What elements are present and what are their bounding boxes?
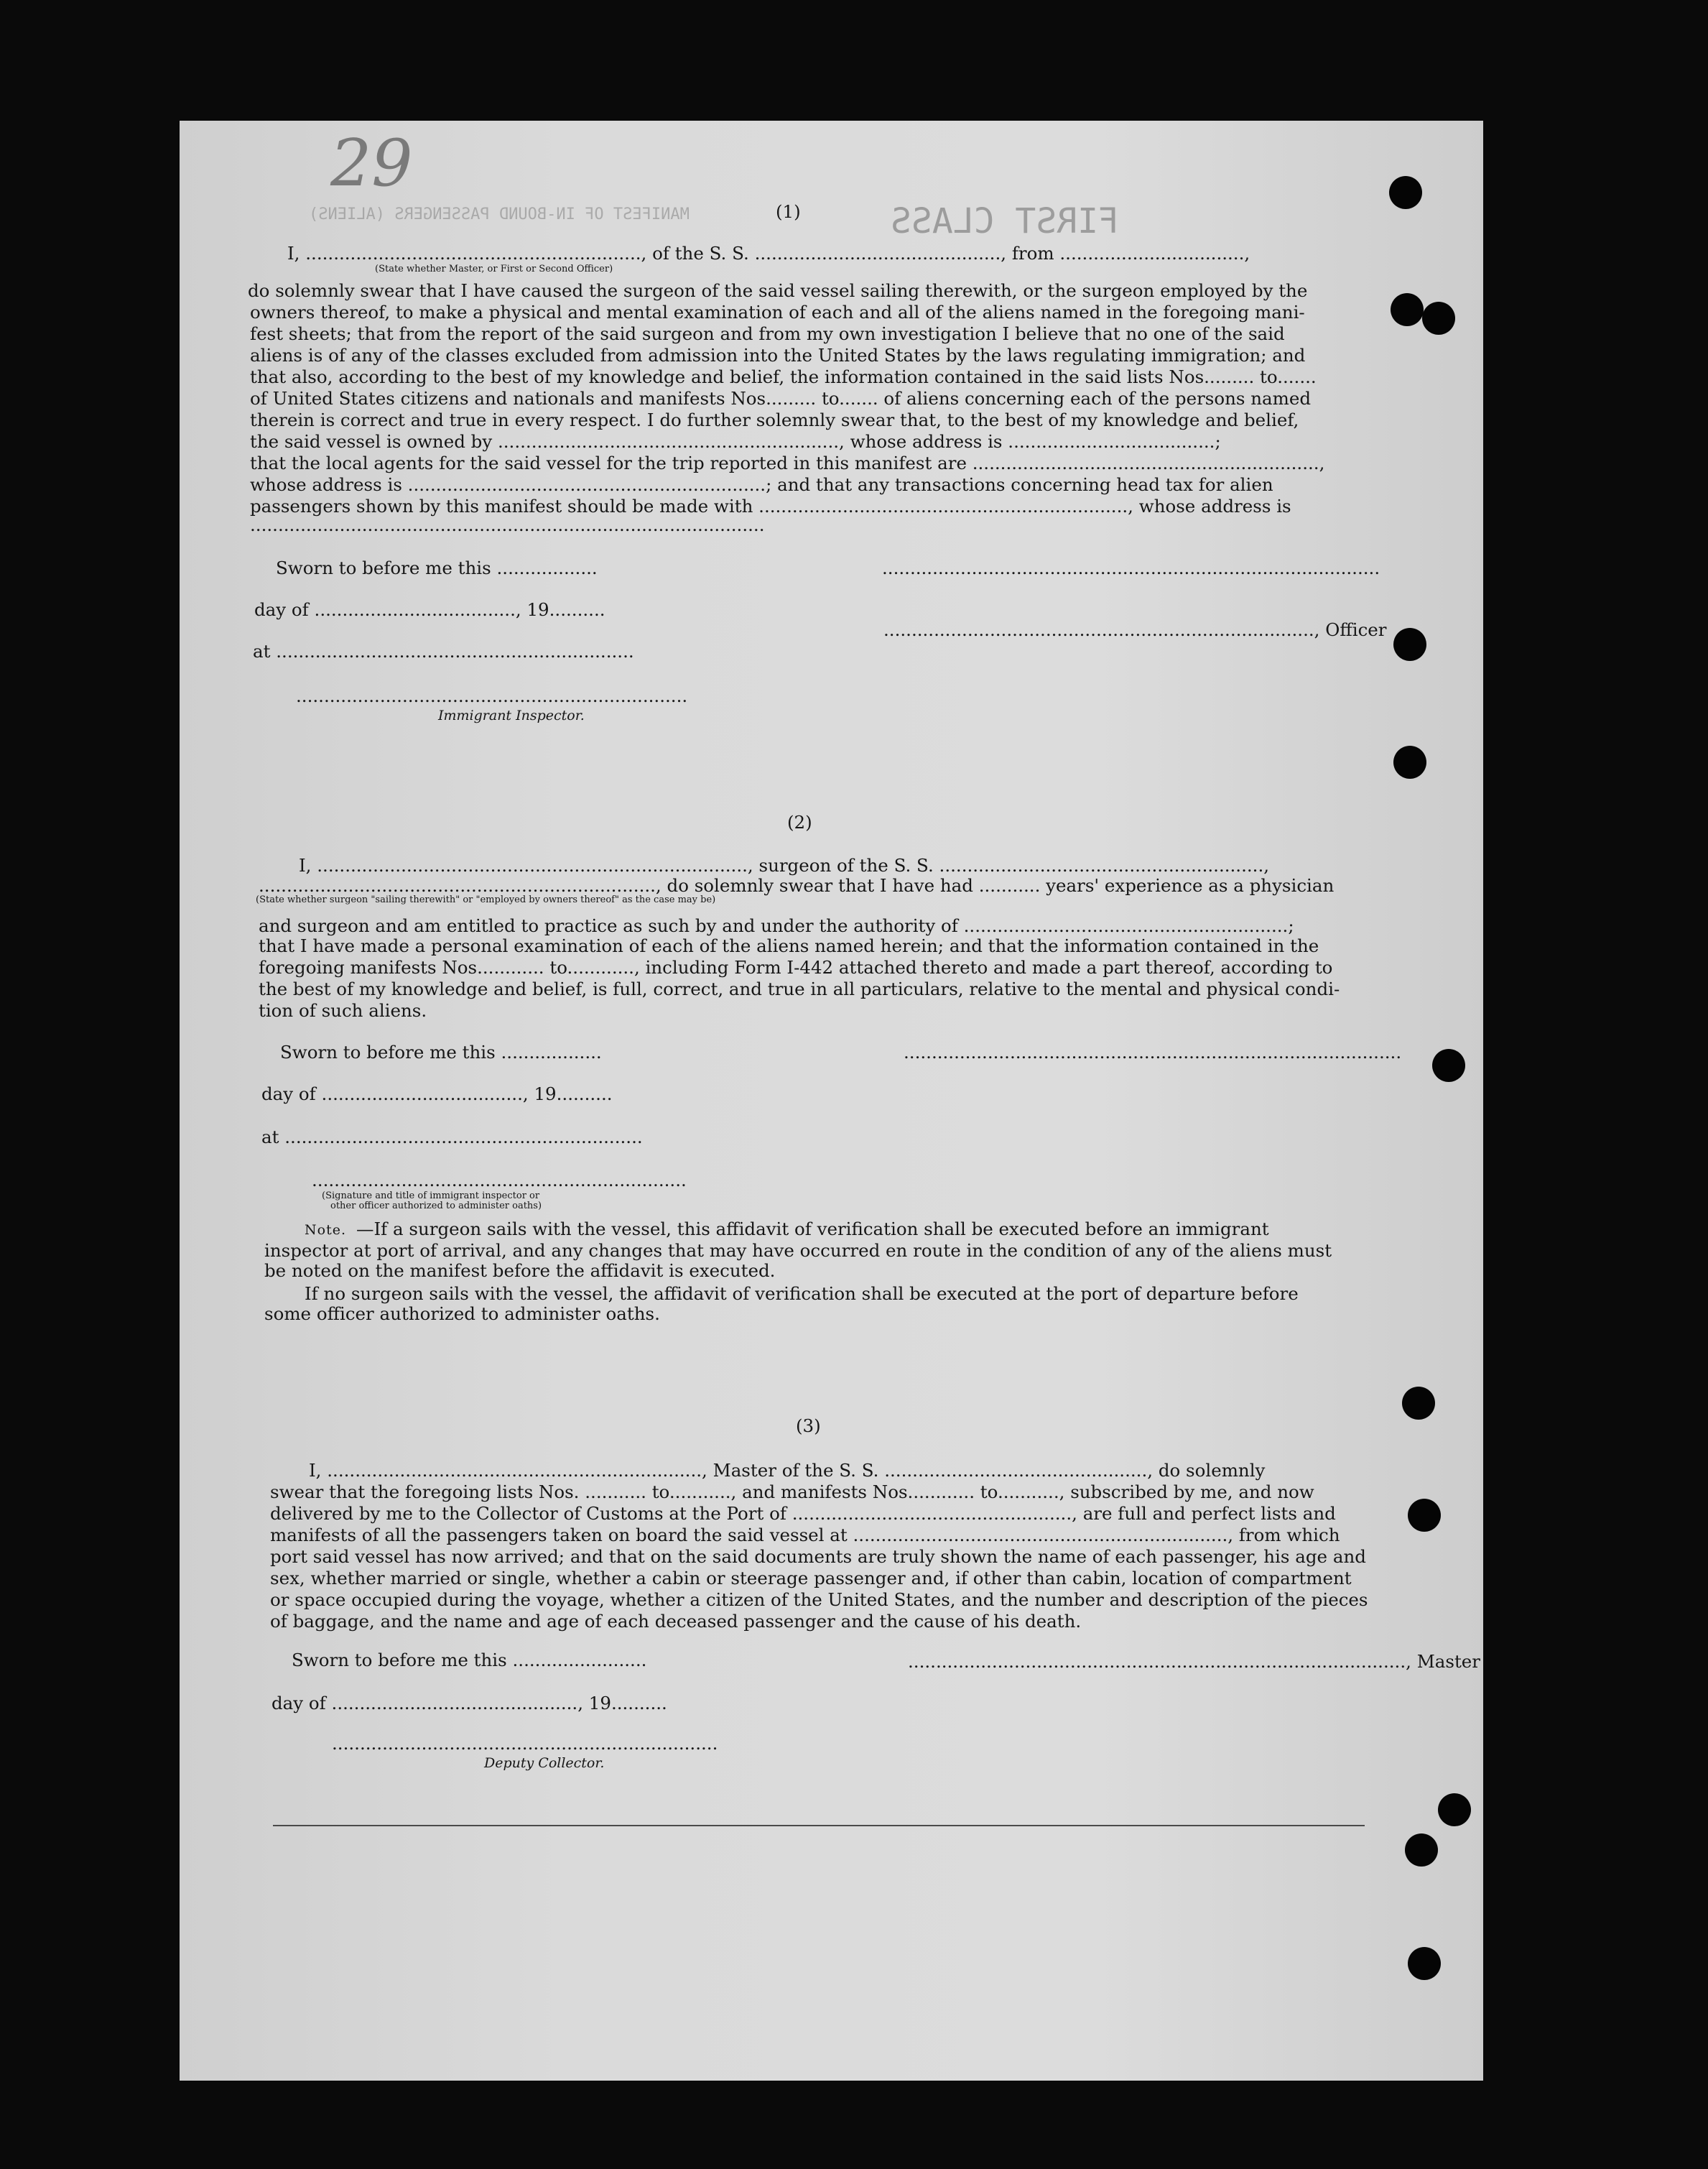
s1-p8: that the local agents for the said vessel for the trip reported in this manifest are .............................................................., [250, 453, 1325, 473]
s2-note-p0: —If a surgeon sails with the vessel, this affidavit of verification shall be executed before an immigrant [356, 1218, 1269, 1239]
s3-master: ........................................................................................., Master [908, 1651, 1481, 1672]
s3-p6: or space occupied during the voyage, whether a citizen of the United States, and the number and description of the pieces [270, 1589, 1368, 1610]
s2-note-p2: be noted on the manifest before the affidavit is executed. [264, 1260, 776, 1281]
s2-line2: ......................................................................., do solemnly swear that I have had ........... years' experience as a physician [259, 875, 1335, 896]
s1-p6: therein is correct and true in every respect. I do further solemnly swear that, to the best of my knowledge and belief, [250, 410, 1299, 430]
s1-note: (State whether Master, or First or Second Officer) [375, 264, 613, 274]
s2-p3: the best of my knowledge and belief, is full, correct, and true in all particulars, relative to the mental and physical condi- [259, 979, 1340, 999]
s2-at: at ................................................................ [261, 1127, 643, 1147]
s2-note-p1: inspector at port of arrival, and any changes that may have occurred en route in the condition of any of the aliens must [264, 1240, 1332, 1261]
s3-sworn: Sworn to before me this ........................ [292, 1650, 647, 1670]
binder-hole [1408, 1947, 1441, 1980]
binder-hole [1422, 302, 1455, 335]
s3-collector-line: ..................................................................... [332, 1733, 718, 1754]
binder-hole [1389, 176, 1422, 209]
s1-at: at ................................................................ [253, 641, 634, 662]
s1-p11: ............................................................................................ [250, 514, 765, 535]
s3-p5: sex, whether married or single, whether a cabin or steerage passenger and, if other than cabin, location of compartment [270, 1568, 1352, 1588]
s2-p2: foregoing manifests Nos............ to............, including Form I-442 attached thereto and made a part thereof, according to [259, 957, 1333, 978]
binder-hole [1432, 1049, 1465, 1082]
s1-p9: whose address is ................................................................; and that any transactions concerning head tax for alien [250, 474, 1273, 495]
ghost-header: MANIFEST OF IN-BOUND PASSENGERS (ALIENS) [309, 205, 690, 223]
binder-hole [1393, 628, 1426, 661]
s1-officer: ............................................................................., Officer [883, 619, 1387, 640]
s3-p2: delivered by me to the Collector of Customs at the Port of .................................................., are full and perfect lists and [270, 1503, 1336, 1524]
s2-dayof: day of ...................................., 19.......... [261, 1083, 613, 1104]
s2-sig-note2: other officer authorized to administer oaths) [330, 1201, 542, 1211]
s3-collector: Deputy Collector. [484, 1755, 605, 1771]
s1-p0: do solemnly swear that I have caused the surgeon of the said vessel sailing therewith, or the surgeon employed by the [248, 280, 1308, 301]
s1-p3: aliens is of any of the classes excluded from admission into the United States by the laws regulating immigration; and [250, 345, 1306, 366]
s1-p10: passengers shown by this manifest should be made with .................................................................., whose address is [250, 496, 1291, 517]
s3-p1: swear that the foregoing lists Nos. ........... to..........., and manifests Nos............ to..........., subscribed by me, and now [270, 1481, 1314, 1502]
s2-p4: tion of such aliens. [259, 1000, 427, 1021]
s2-p0: and surgeon and am entitled to practice as such by and under the authority of ..........................................................; [259, 915, 1294, 936]
s2-note-p4: some officer authorized to administer oaths. [264, 1303, 660, 1324]
section-3-heading: (3) [796, 1415, 821, 1436]
s2-p1: that I have made a personal examination of each of the aliens named herein; and that the information contained in the [259, 935, 1319, 956]
s2-sig-note1: (Signature and title of immigrant inspector or [322, 1190, 540, 1201]
binder-hole [1391, 293, 1424, 326]
s1-dayof: day of ...................................., 19.......... [254, 599, 605, 620]
s2-right-line: ......................................................................................... [904, 1042, 1402, 1063]
section-2-heading: (2) [787, 812, 812, 833]
binder-hole [1438, 1793, 1471, 1826]
s1-inspector-line: ...................................................................... [296, 685, 688, 706]
handwritten-number: 29 [330, 126, 413, 201]
ghost-class: FIRST CLASS [891, 201, 1119, 241]
s1-inspector: Immigrant Inspector. [438, 708, 585, 723]
s1-officer-line: ......................................................................................... [882, 558, 1380, 578]
s3-dayof: day of ............................................, 19.......... [271, 1693, 667, 1714]
s1-p5: of United States citizens and nationals and manifests Nos......... to....... of aliens concerning each of the persons named [250, 388, 1312, 409]
bottom-rule [273, 1825, 1365, 1826]
s3-p7: of baggage, and the name and age of each deceased passenger and the cause of his death. [270, 1611, 1082, 1632]
s1-sworn: Sworn to before me this .................. [276, 558, 598, 578]
s2-line1: I, ............................................................................., surgeon of the S. S. .........................................................., [299, 855, 1270, 876]
s3-p3: manifests of all the passengers taken on board the said vessel at ..................................................................., from which [270, 1525, 1340, 1545]
s2-note-label: Note. [305, 1222, 346, 1238]
s2-sworn: Sworn to before me this .................. [280, 1042, 602, 1063]
s2-note-p3: If no surgeon sails with the vessel, the affidavit of verification shall be executed at the port of departure before [305, 1283, 1299, 1304]
s1-p1: owners thereof, to make a physical and mental examination of each and all of the aliens named in the foregoing mani- [250, 302, 1305, 323]
binder-hole [1405, 1833, 1438, 1867]
s1-p7: the said vessel is owned by ............................................................., whose address is .....................................; [250, 431, 1221, 452]
s1-p4: that also, according to the best of my knowledge and belief, the information contained in the said lists Nos......... to....... [250, 366, 1317, 387]
section-1-heading: (1) [776, 201, 801, 222]
s2-note: (State whether surgeon "sailing therewith" or "employed by owners thereof" as the case may be) [256, 894, 716, 905]
s2-sig-line: ................................................................... [312, 1170, 687, 1190]
s3-p4: port said vessel has now arrived; and that on the said documents are truly shown the name of each passenger, his age and [270, 1546, 1366, 1567]
binder-hole [1402, 1387, 1435, 1420]
binder-hole [1393, 746, 1426, 779]
s1-line1: I, ............................................................, of the S. S. ............................................, from ................................., [287, 243, 1250, 264]
s1-p2: fest sheets; that from the report of the said surgeon and from my own investigation I believe that no one of the said [250, 323, 1285, 344]
s3-p0: I, ..................................................................., Master of the S. S. ..............................................., do solemnly [309, 1460, 1266, 1481]
binder-hole [1408, 1499, 1441, 1532]
